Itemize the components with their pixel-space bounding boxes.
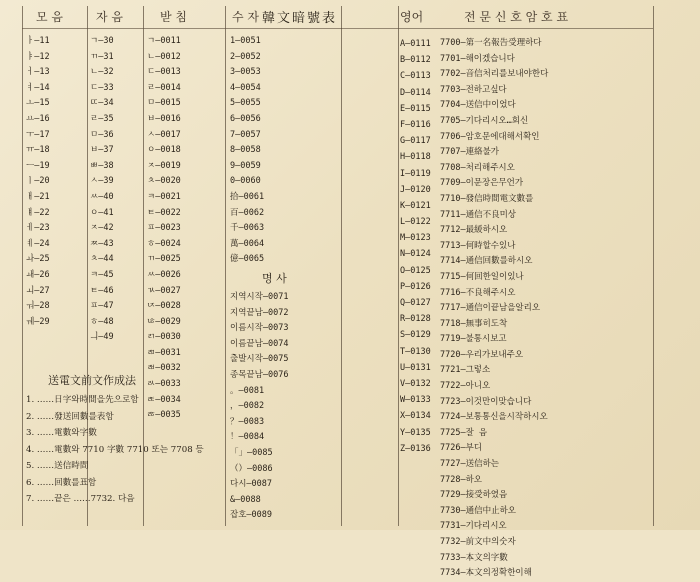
telegraph-codes-item: 7709—이문장은무언가 <box>440 178 524 189</box>
telegraph-codes-item: 7730—通信中止하오 <box>440 505 517 516</box>
punct-codes-item: 「」—0085 <box>230 447 273 458</box>
telegraph-codes-item: 7731—기다리시오 <box>440 521 507 532</box>
telegraph-codes-item: 7705—기다리시오…회신 <box>440 115 529 126</box>
punct-codes-item: 。—0081 <box>230 385 265 396</box>
batchim-codes-item: ㅎ—0024 <box>147 238 181 249</box>
telegraph-codes-item: 7716—不良해주시오 <box>440 287 516 298</box>
batchim-codes-item: ㄲ—0025 <box>147 254 181 265</box>
batchim-codes-item: ㄽ—0033 <box>147 379 181 390</box>
telegraph-codes-item: 7732—前文中의숫자 <box>440 537 516 547</box>
vowel-codes-item: ㅖ—24 <box>26 238 50 249</box>
telegraph-codes-item: 7704—送信中이었다 <box>440 100 516 111</box>
punct-codes-item: 지역시작—0071 <box>230 292 289 302</box>
telegraph-codes-item: 7702—音信처리를보내야한다 <box>440 69 549 80</box>
english-codes-item: O—0125 <box>400 265 431 276</box>
telegraph-codes-item: 7725—잘 음 <box>440 427 488 438</box>
telegraph-codes-item: 7728—하오 <box>440 474 483 485</box>
number-codes-item: 拾—0061 <box>230 191 265 202</box>
english-codes-item: E—0115 <box>400 103 431 114</box>
english-codes-item: U—0131 <box>400 362 431 373</box>
vowel-codes-item: ㅡ—19 <box>26 160 50 171</box>
number-codes-item: 百—0062 <box>230 207 265 218</box>
vowel-codes-item: ㅙ—26 <box>26 269 50 280</box>
english-codes-item: T—0130 <box>400 346 431 357</box>
telegraph-codes-item: 7717—通信이끝남을알리오 <box>440 303 541 314</box>
consonant-codes-item: ㄹ—35 <box>90 113 114 124</box>
vowel-codes-item: ㅕ—14 <box>26 82 50 93</box>
number-codes-item: 9—0059 <box>230 160 261 171</box>
consonant-codes-item: ㅌ—46 <box>90 285 114 296</box>
vowel-codes-item: ㅏ—11 <box>26 36 50 46</box>
batchim-header: 받 침 <box>160 10 187 24</box>
english-codes-item: J—0120 <box>400 184 431 195</box>
telegraph-codes-item: 7701—해이겠습니다 <box>440 53 515 64</box>
vowel-codes-item: ㅣ—20 <box>26 176 50 187</box>
punct-codes-item: ？—0083 <box>230 416 265 427</box>
vowel-codes-item: ㅔ—23 <box>26 223 50 234</box>
page-title: 韓文暗號表 <box>262 11 338 26</box>
column-divider <box>22 6 23 526</box>
vowel-codes-item: ㅓ—13 <box>26 67 50 78</box>
batchim-codes-item: ㅂ—0016 <box>147 113 181 124</box>
consonant-codes-item: ㅋ—45 <box>90 269 114 280</box>
consonant-codes-item: ㄷ—33 <box>90 82 114 93</box>
english-codes-item: F—0116 <box>400 119 431 130</box>
consonant-header: 자 음 <box>96 10 123 24</box>
consonant-codes-item: ㅅ—39 <box>90 176 114 187</box>
english-code-list <box>400 36 431 457</box>
number-codes-item: 億—0065 <box>230 254 265 265</box>
header-rule <box>341 28 653 29</box>
english-codes-item: I—0119 <box>400 168 431 179</box>
batchim-codes-item: ㅋ—0021 <box>147 191 181 202</box>
punct-codes-item: 이름끝남—0074 <box>230 338 289 349</box>
batchim-codes-item: ㅊ—0020 <box>147 176 181 187</box>
telegraph-codes-item: 7710—發信時間電文數를 <box>440 193 534 204</box>
vowel-codes-item: ㅠ—18 <box>26 145 50 156</box>
batchim-codes-item: ㅅ—0017 <box>147 129 181 140</box>
notes-item: 6. ……回數를표함 <box>26 477 97 488</box>
consonant-codes-item: ㅇ—41 <box>90 207 114 218</box>
notes-item: 4. ……電數와 7710 字數 7710 또는 7708 등 <box>26 444 204 455</box>
punct-codes-item: ，—0082 <box>230 401 265 412</box>
telegraph-header: 전 문 신 호 암 호 표 <box>464 10 569 24</box>
consonant-code-list <box>90 34 114 346</box>
batchim-codes-item: ㅆ—0026 <box>147 269 181 280</box>
batchim-codes-item: ㅍ—0023 <box>147 223 181 234</box>
number-codes-item: 5—0055 <box>230 98 261 109</box>
telegraph-code-list <box>440 36 548 582</box>
telegraph-codes-item: 7729—接受하였음 <box>440 490 508 501</box>
punct-codes-item: &—0088 <box>230 494 261 505</box>
number-header: 수 자 <box>232 10 259 24</box>
punct-codes-item: （）—0086 <box>230 463 273 474</box>
punct-codes-item: ！—0084 <box>230 432 265 443</box>
english-codes-item: L—0122 <box>400 217 431 228</box>
punct-codes-item: 잡호—0089 <box>230 510 273 521</box>
notes-list <box>26 392 204 508</box>
english-codes-item: R—0128 <box>400 314 431 325</box>
english-header: 영어 <box>400 10 424 24</box>
batchim-codes-item: ㅀ—0035 <box>147 410 181 421</box>
batchim-codes-item: ㄾ—0034 <box>147 394 181 405</box>
telegraph-codes-item: 7723—이것만이맞습니다 <box>440 396 532 407</box>
number-codes-item: 0—0060 <box>230 176 261 187</box>
notes-title: 送電文前文作成法 <box>48 374 136 387</box>
number-codes-item: 1—0051 <box>230 36 261 46</box>
english-codes-item: S—0129 <box>400 330 431 341</box>
punct-codes-item: 이름시작—0073 <box>230 323 289 334</box>
english-codes-item: B—0112 <box>400 55 431 66</box>
number-codes-item: 8—0058 <box>230 145 261 156</box>
number-codes-item: 6—0056 <box>230 113 261 124</box>
batchim-codes-item: ㄼ—0032 <box>147 363 181 374</box>
english-codes-item: X—0134 <box>400 411 431 422</box>
vowel-codes-item: ㅘ—25 <box>26 254 50 265</box>
english-codes-item: P—0126 <box>400 281 431 292</box>
batchim-codes-item: ㅈ—0019 <box>147 160 181 171</box>
batchim-codes-item: ㄶ—0029 <box>147 316 181 327</box>
column-divider <box>225 6 226 526</box>
consonant-codes-item: ㄴ—32 <box>90 67 114 78</box>
punct-section-title: 명 사 <box>262 272 287 285</box>
consonant-codes-item: ㅃ—38 <box>90 160 114 171</box>
consonant-codes-item: ㅍ—47 <box>90 301 114 312</box>
english-codes-item: V—0132 <box>400 378 431 389</box>
telegraph-codes-item: 7721—그렇소 <box>440 365 491 376</box>
batchim-codes-item: ㄳ—0027 <box>147 285 181 296</box>
notes-item: 1. ……日字와時間을先으로함 <box>26 395 139 405</box>
consonant-codes-item: ㅂ—37 <box>90 145 114 156</box>
consonant-codes-item: ㄸ—34 <box>90 98 114 109</box>
number-codes-item: 7—0057 <box>230 129 261 140</box>
batchim-codes-item: ㄻ—0031 <box>147 347 181 358</box>
vowel-codes-item: ㅐ—21 <box>26 191 50 202</box>
telegraph-codes-item: 7711—通信不良미상 <box>440 209 517 220</box>
notes-item: 7. ……끝은 ……7732. 다음 <box>26 494 135 504</box>
vowel-codes-item: ㅚ—27 <box>26 285 50 296</box>
consonant-codes-item: ㅆ—40 <box>90 191 114 202</box>
batchim-codes-item: ㄵ—0028 <box>147 301 181 312</box>
header-rule <box>22 28 342 29</box>
telegraph-codes-item: 7720—우리가보내주오 <box>440 349 524 360</box>
punct-codes-item: 지역끝남—0072 <box>230 307 289 318</box>
telegraph-codes-item: 7715—何回한일이있나 <box>440 271 524 282</box>
number-code-list <box>230 34 264 268</box>
column-divider <box>653 6 654 526</box>
telegraph-codes-item: 7726—부디 <box>440 443 483 454</box>
english-codes-item: C—0113 <box>400 71 431 82</box>
vowel-code-list <box>26 34 50 330</box>
column-divider <box>341 6 342 526</box>
batchim-codes-item: ㄴ—0012 <box>147 51 181 62</box>
number-codes-item: 萬—0064 <box>230 238 265 249</box>
batchim-codes-item: ㄱ—0011 <box>147 36 181 46</box>
vowel-codes-item: ㅒ—22 <box>26 207 50 218</box>
telegraph-codes-item: 7734—本文의정확한이해 <box>440 568 532 579</box>
batchim-codes-item: ㄷ—0013 <box>147 67 181 78</box>
consonant-codes-item: ㅁ—36 <box>90 129 114 140</box>
telegraph-codes-item: 7707—連絡불가 <box>440 147 500 158</box>
english-codes-item: A—0111 <box>400 39 431 49</box>
punct-code-list <box>230 290 288 524</box>
telegraph-codes-item: 7722—아니오 <box>440 381 491 392</box>
telegraph-codes-item: 7703—전하고싶다 <box>440 84 507 95</box>
english-codes-item: H—0118 <box>400 152 431 163</box>
telegraph-codes-item: 7733—本文의字數 <box>440 552 508 563</box>
telegraph-codes-item: 7724—보통통신을시작하시오 <box>440 412 548 423</box>
telegraph-codes-item: 7706—암호문에대해서확인 <box>440 131 540 142</box>
batchim-codes-item: ㅇ—0018 <box>147 145 181 156</box>
consonant-codes-item: ㅎ—48 <box>90 316 114 327</box>
telegraph-codes-item: 7708—처리해주시오 <box>440 162 515 173</box>
english-codes-item: Q—0127 <box>400 298 431 308</box>
english-codes-item: Z—0136 <box>400 443 431 454</box>
batchim-codes-item: ㅌ—0022 <box>147 207 181 218</box>
telegraph-codes-item: 7700—第一名報告受理하다 <box>440 38 542 48</box>
vowel-codes-item: ㅛ—16 <box>26 113 50 124</box>
telegraph-codes-item: 7718—無事히도착 <box>440 318 508 329</box>
consonant-codes-item: ㅊ—44 <box>90 254 114 265</box>
punct-codes-item: 출발시작—0075 <box>230 354 289 365</box>
punct-codes-item: 다시—0087 <box>230 479 273 490</box>
telegraph-codes-item: 7712—最緩하시오 <box>440 225 508 236</box>
english-codes-item: Y—0135 <box>400 427 431 438</box>
telegraph-codes-item: 7727—送信하는 <box>440 459 500 470</box>
telegraph-codes-item: 7713—何時할수있나 <box>440 240 516 251</box>
english-codes-item: W—0133 <box>400 395 431 406</box>
english-codes-item: D—0114 <box>400 87 431 98</box>
notes-item: 2. ……發送回數를表함 <box>26 411 114 422</box>
telegraph-codes-item: 7714—通信回數를하시오 <box>440 256 533 267</box>
consonant-codes-item: ㅉ—43 <box>90 238 114 249</box>
vowel-codes-item: ㅞ—29 <box>26 316 50 327</box>
english-codes-item: K—0121 <box>400 200 431 211</box>
consonant-codes-item: ㄲ—31 <box>90 51 114 62</box>
notes-item: 5. ……送信時間 <box>26 461 89 471</box>
consonant-codes-item: ㅈ—42 <box>90 223 114 234</box>
english-codes-item: N—0124 <box>400 249 431 260</box>
batchim-codes-item: ㄺ—0030 <box>147 332 181 343</box>
batchim-codes-item: ㄹ—0014 <box>147 82 181 93</box>
english-codes-item: M—0123 <box>400 233 431 244</box>
vowel-codes-item: ㅑ—12 <box>26 51 50 62</box>
consonant-codes-item: ㄱ—30 <box>90 36 114 46</box>
vowel-header: 모 음 <box>36 10 63 24</box>
column-divider <box>398 6 399 526</box>
batchim-codes-item: ㅁ—0015 <box>147 98 181 109</box>
vowel-codes-item: ㅜ—17 <box>26 129 50 140</box>
notes-item: 3. ……電數와字數 <box>26 428 97 438</box>
consonant-codes-item: ㅢ—49 <box>90 332 114 343</box>
english-codes-item: G—0117 <box>400 136 431 147</box>
telegraph-codes-item: 7719—불통시보고 <box>440 334 507 345</box>
punct-codes-item: 종목끝남—0076 <box>230 369 289 380</box>
number-codes-item: 2—0052 <box>230 51 261 62</box>
number-codes-item: 3—0053 <box>230 67 261 78</box>
vowel-codes-item: ㅝ—28 <box>26 301 50 312</box>
vowel-codes-item: ㅗ—15 <box>26 98 50 109</box>
batchim-code-list <box>147 34 181 424</box>
number-codes-item: 千—0063 <box>230 223 265 234</box>
number-codes-item: 4—0054 <box>230 82 261 93</box>
